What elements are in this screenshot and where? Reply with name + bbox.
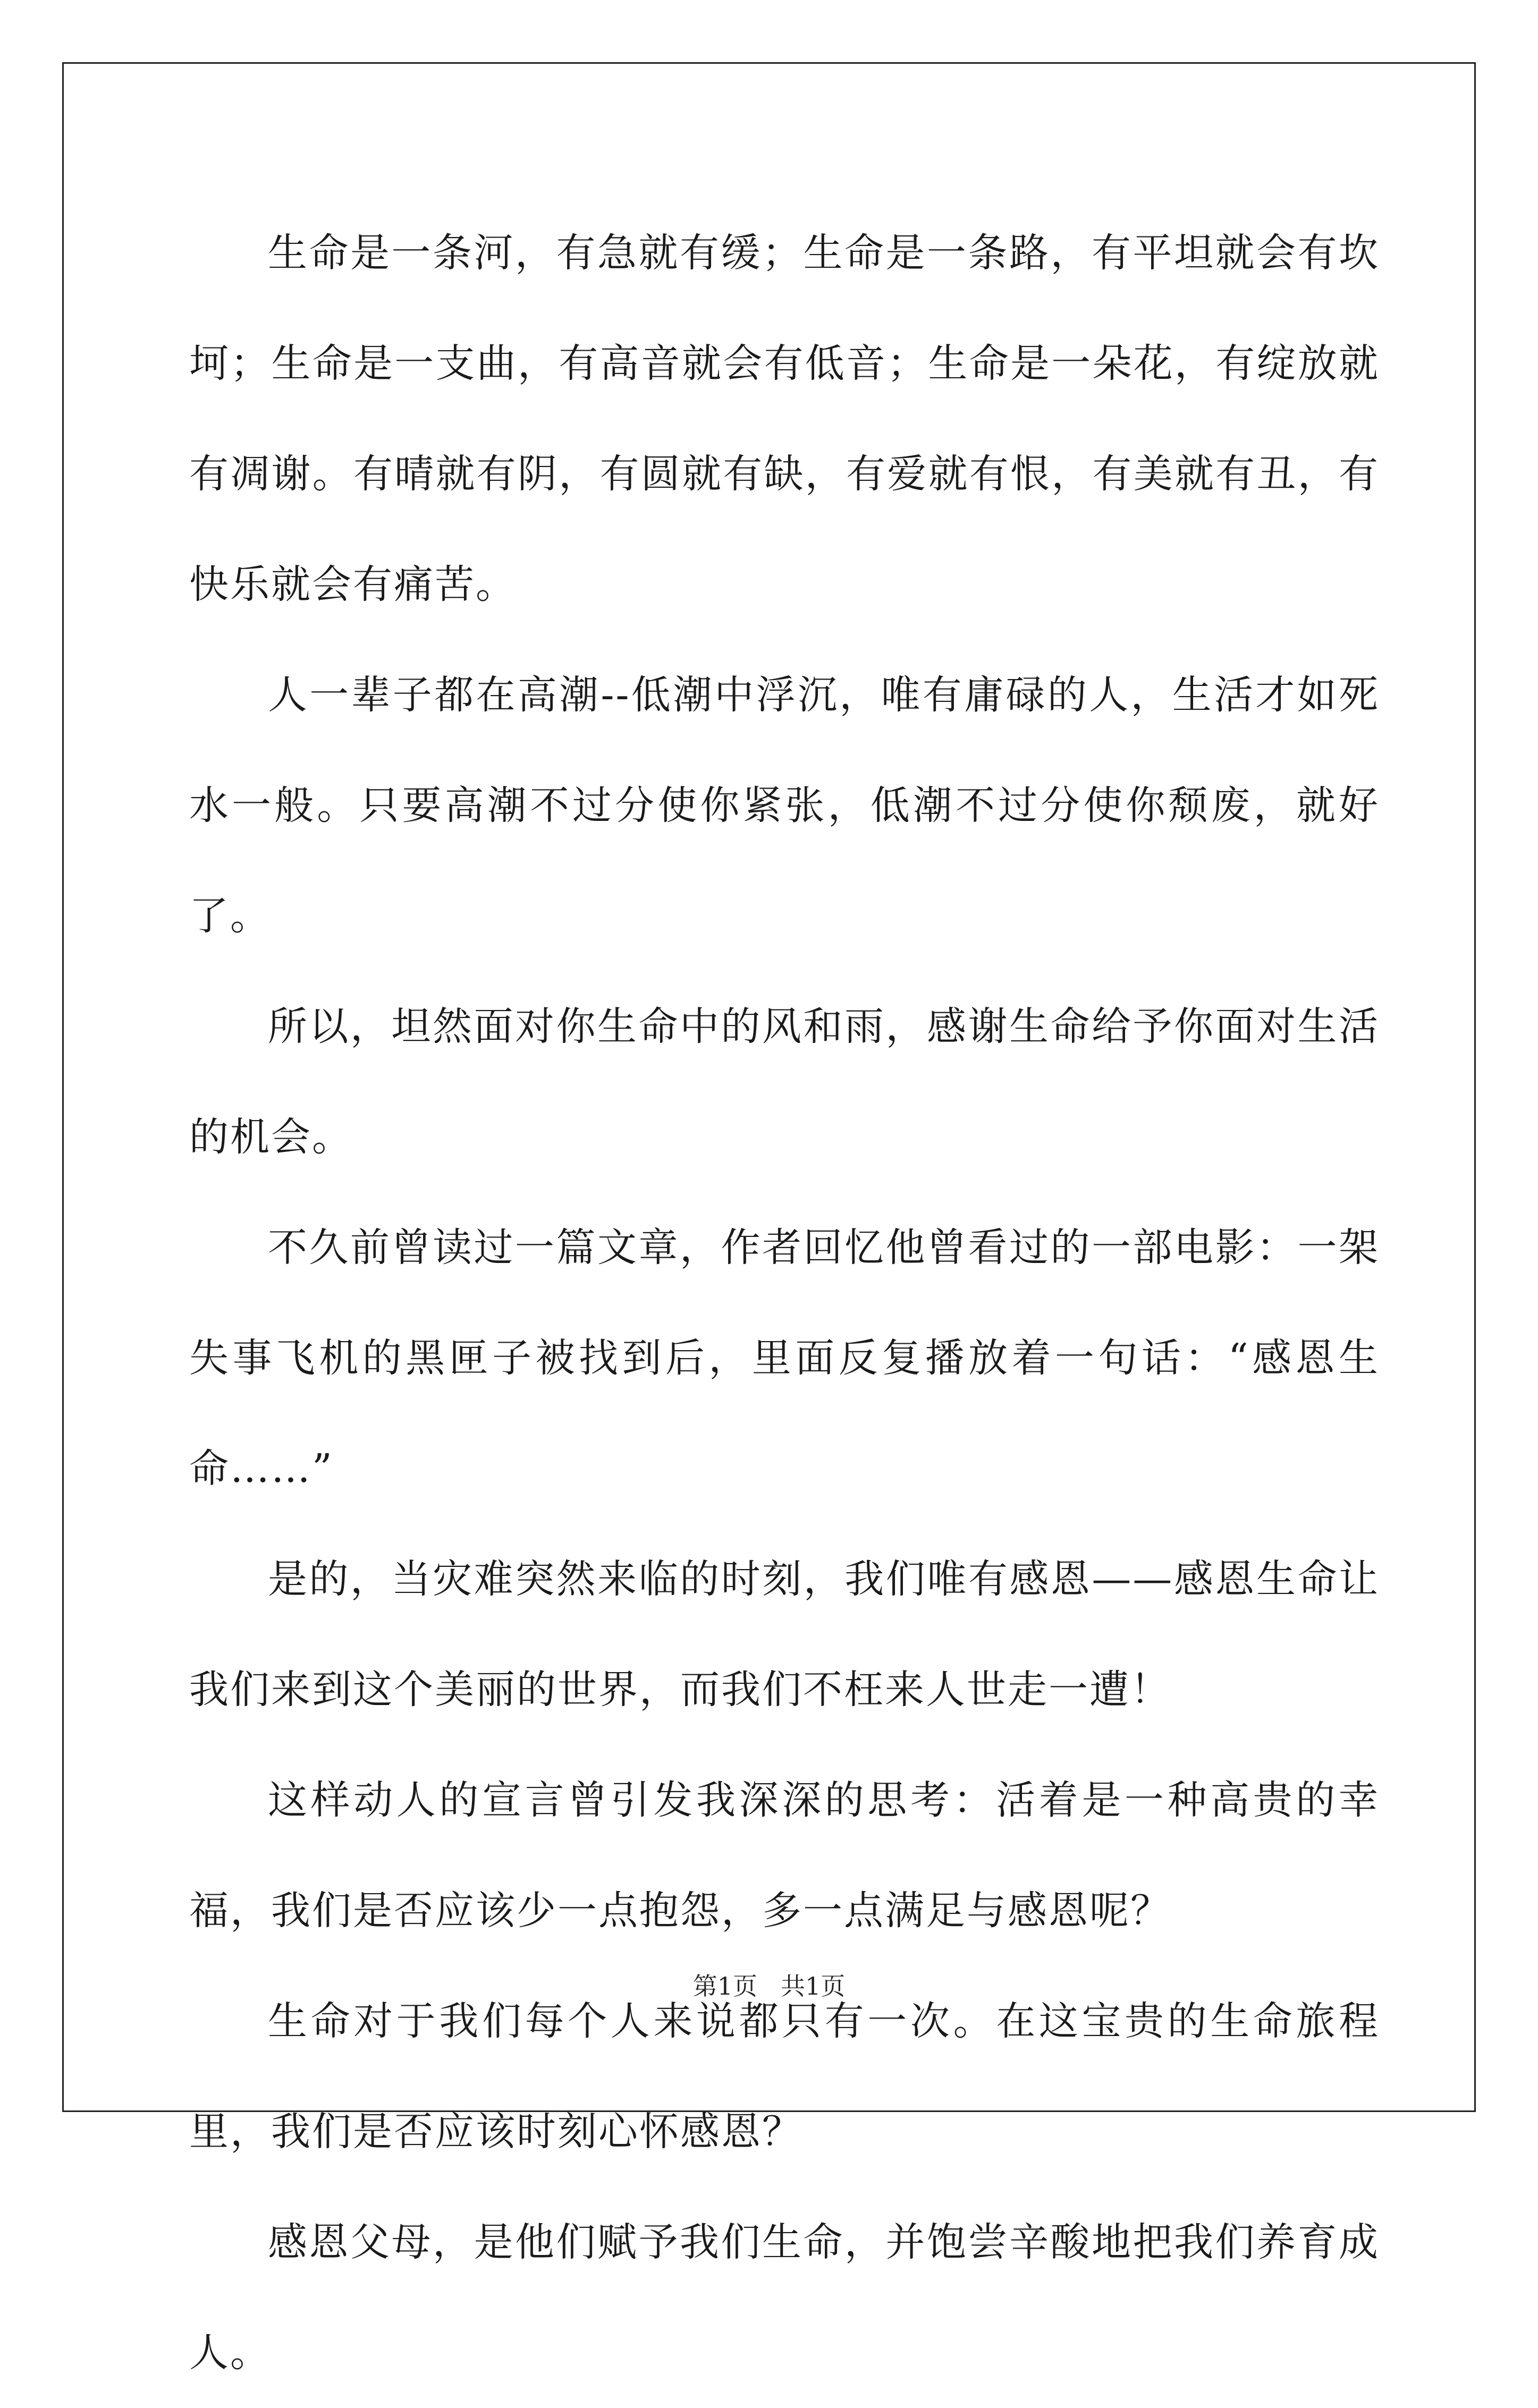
paragraph-4: 不久前曾读过一篇文章，作者回忆他曾看过的一部电影：一架失事飞机的黑匣子被找到后，里面反复播放着一句话：“感恩生命……” [189, 1225, 1380, 1491]
page-number: 第1页 [692, 1972, 758, 2000]
paragraph-3: 所以，坦然面对你生命中的风和雨，感谢生命给予你面对生活的机会。 [189, 1004, 1380, 1160]
paragraph-2: 人一辈子都在高潮--低潮中浮沉，唯有庸碌的人，生活才如死水一般。只要高潮不过分使你紧张，低潮不过分使你颓废，就好了。 [189, 672, 1380, 939]
paragraph-5: 是的，当灾难突然来临的时刻，我们唯有感恩——感恩生命让我们来到这个美丽的世界，而我们不枉来人世走一遭！ [189, 1556, 1380, 1712]
paragraph-8: 感恩父母，是他们赋予我们生命，并饱尝辛酸地把我们养育成人。 [189, 2219, 1380, 2376]
page-footer [0, 1970, 1538, 2002]
paragraph-6: 这样动人的宣言曾引发我深深的思考：活着是一种高贵的幸福，我们是否应该少一点抱怨，多一点满足与感恩呢？ [189, 1777, 1380, 1934]
paragraph-7: 生命对于我们每个人来说都只有一次。在这宝贵的生命旅程里，我们是否应该时刻心怀感恩？ [189, 1998, 1380, 2155]
document-body [189, 198, 1380, 2408]
paragraph-1: 生命是一条河，有急就有缓；生命是一条路，有平坦就会有坎坷；生命是一支曲，有高音就会有低音；生命是一朵花，有绽放就有凋谢。有晴就有阴，有圆就有缺，有爱就有恨，有美就有丑，有快乐就会有痛苦。 [189, 230, 1380, 607]
page-total: 共1页 [780, 1972, 846, 2000]
